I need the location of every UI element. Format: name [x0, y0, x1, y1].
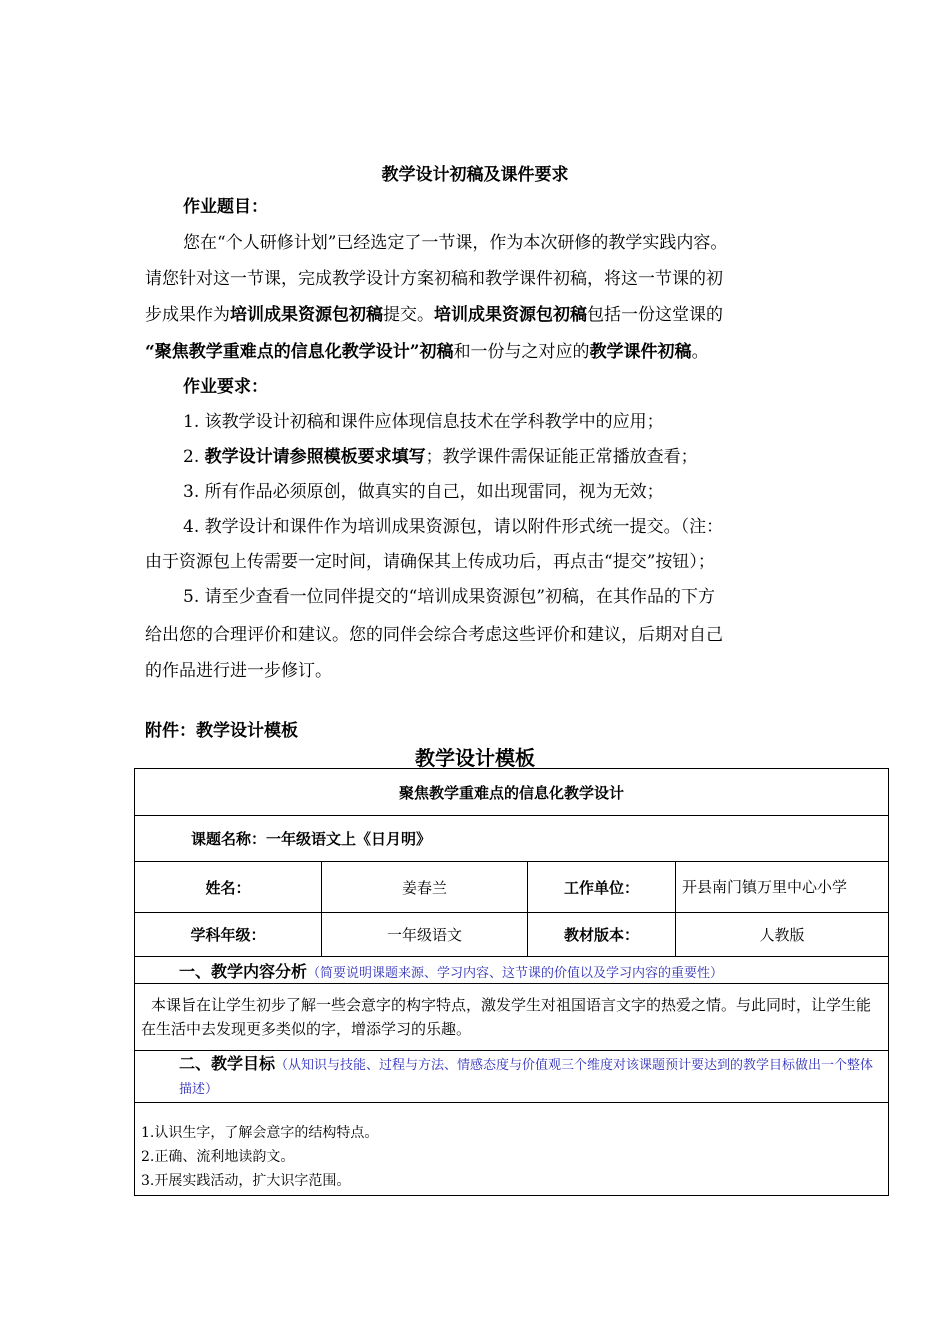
name-label: 姓名： — [135, 862, 322, 913]
unit-value: 开县南门镇万里中心小学 — [676, 862, 889, 913]
intro-line-4 — [145, 341, 709, 363]
edition-label: 教材版本： — [528, 913, 676, 957]
edition-value: 人教版 — [676, 913, 889, 957]
intro-text: 提交。 — [383, 305, 434, 325]
requirement-4-line-2: 由于资源包上传需要一定时间，请确保其上传成功后，再点击“提交”按钮）； — [145, 552, 715, 572]
page-title: 教学设计初稿及课件要求 — [381, 165, 569, 185]
requirement-emphasis: 教学设计请参照模板要求填写 — [204, 447, 426, 467]
goal-item: 1.认识生字，了解会意字的结构特点。 — [141, 1125, 379, 1141]
topic-cell: 课题名称：一年级语文上《日月明》 — [135, 816, 889, 862]
attachment-label: 附件：教学设计模板 — [145, 721, 298, 741]
requirements-heading: 作业要求： — [183, 377, 268, 397]
requirement-3: 3. 所有作品必须原创，做真实的自己，如出现雷同，视为无效； — [183, 482, 664, 502]
intro-line-2: 请您针对这一节课，完成教学设计方案初稿和教学课件初稿，将这一节课的初 — [145, 269, 723, 289]
section-2-title: 二、教学目标 — [179, 1053, 276, 1073]
intro-emphasis: 培训成果资源包初稿 — [230, 305, 383, 325]
goal-item: 2.正确、流利地读韵文。 — [141, 1149, 295, 1165]
grade-value: 一年级语文 — [322, 913, 528, 957]
intro-text: 步成果作为 — [145, 305, 230, 325]
intro-emphasis: 教学课件初稿 — [589, 342, 692, 362]
intro-text: 和一份与之对应的 — [453, 342, 590, 362]
template-table — [134, 768, 889, 1196]
template-header: 聚焦教学重难点的信息化教学设计 — [135, 769, 889, 816]
unit-label: 工作单位： — [528, 862, 676, 913]
intro-emphasis: “聚焦教学重难点的信息化教学设计”初稿 — [145, 342, 454, 362]
section-1-header — [135, 957, 889, 984]
requirement-5-line-1: 5. 请至少查看一位同伴提交的“培训成果资源包”初稿，在其作品的下方 — [183, 587, 716, 607]
section-1-title: 一、教学内容分析 — [179, 961, 308, 981]
requirement-5-line-2: 给出您的合理评价和建议。您的同伴会综合考虑这些评价和建议，后期对自己 — [145, 625, 723, 645]
section-2-body — [135, 1103, 889, 1196]
template-title: 教学设计模板 — [415, 746, 535, 770]
intro-text: 包括一份这堂课的 — [587, 305, 723, 325]
intro-text: 。 — [691, 342, 709, 362]
requirement-5-line-3: 的作品进行进一步修订。 — [145, 661, 332, 681]
goal-item: 3.开展实践活动，扩大识字范围。 — [141, 1173, 351, 1189]
section-1-note: （简要说明课题来源、学习内容、这节课的价值以及学习内容的重要性） — [307, 965, 724, 981]
intro-line-1: 您在“个人研修计划”已经选定了一节课，作为本次研修的教学实践内容。 — [183, 233, 728, 253]
section-1-body: 本课旨在让学生初步了解一些会意字的构字特点，激发学生对祖国语言文字的热爱之情。与此同时，让学生能在生活中去发现更多类似的字，增添学习的乐趣。 — [135, 984, 889, 1051]
section-2-note: （从知识与技能、过程与方法、情感态度与价值观三个维度对该课题预计要达到的教学目标做出一个整体描述） — [179, 1057, 874, 1097]
requirement-4-line-1: 4. 教学设计和课件作为培训成果资源包，请以附件形式统一提交。（注： — [183, 517, 724, 537]
intro-emphasis: 培训成果资源包初稿 — [434, 305, 587, 325]
requirement-2 — [183, 446, 698, 468]
assignment-heading: 作业题目： — [183, 197, 268, 217]
requirement-1: 1. 该教学设计初稿和课件应体现信息技术在学科教学中的应用； — [183, 412, 664, 432]
requirement-text: ；教学课件需保证能正常播放查看； — [425, 447, 698, 467]
intro-line-3 — [145, 304, 723, 326]
grade-label: 学科年级： — [135, 913, 322, 957]
name-value: 姜春兰 — [322, 862, 528, 913]
section-2-header — [135, 1051, 889, 1103]
requirement-text: 2. — [183, 447, 205, 467]
